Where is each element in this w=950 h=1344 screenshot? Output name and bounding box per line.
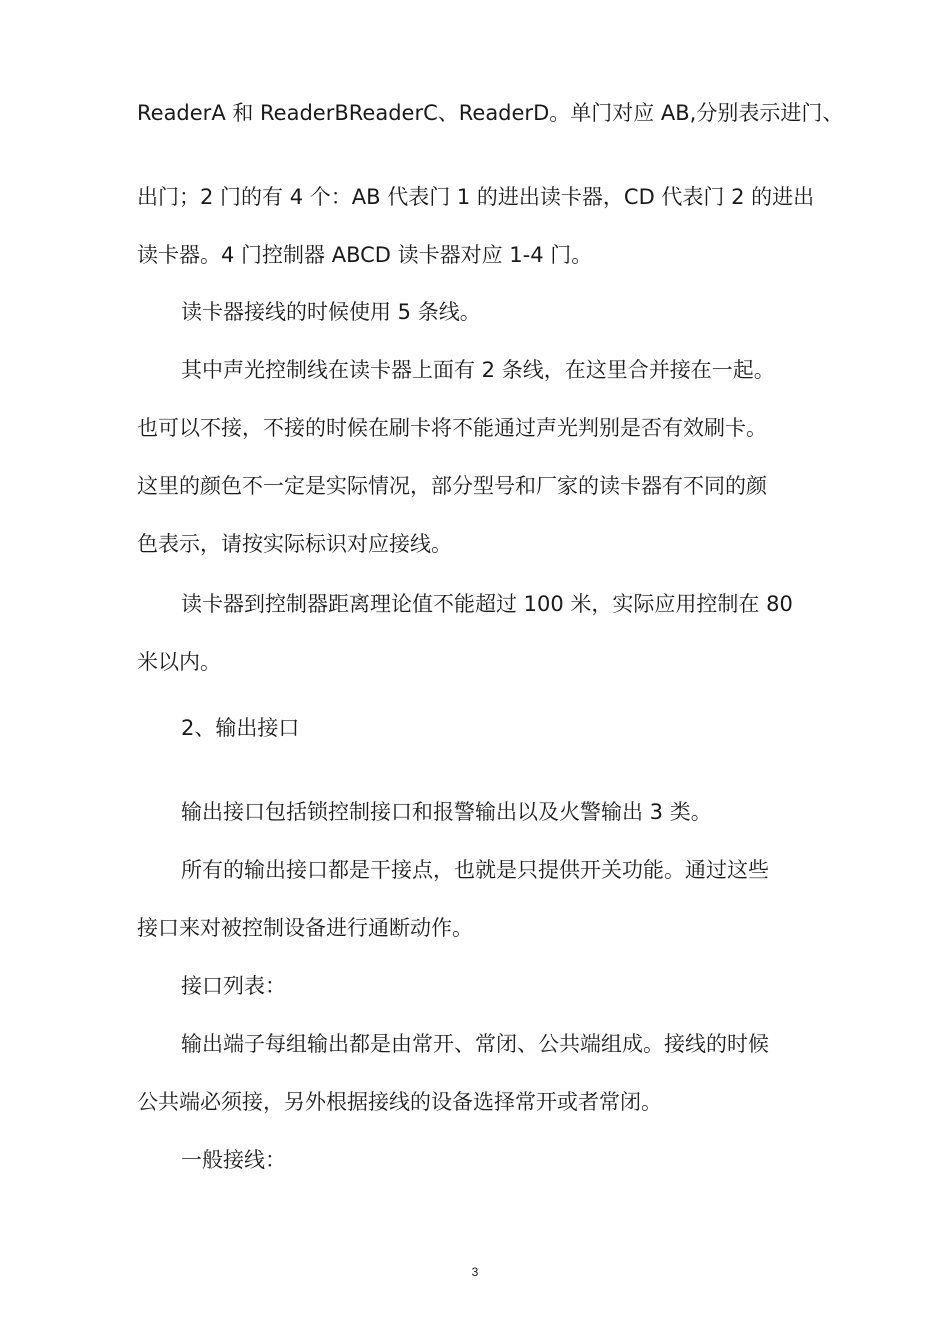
- body-text-line: 输出接口包括锁控制接口和报警输出以及火警输出 3 类。: [181, 800, 712, 824]
- body-text-line: 读卡器到控制器距离理论值不能超过 100 米，实际应用控制在 80: [181, 592, 793, 616]
- body-text-line: 出门；2 门的有 4 个：AB 代表门 1 的进出读卡器，CD 代表门 2 的进出: [137, 185, 815, 209]
- body-text-line: 接口列表：: [181, 974, 286, 998]
- section-heading: 2、输出接口: [181, 716, 300, 740]
- body-text-line: 色表示，请按实际标识对应接线。: [137, 532, 452, 556]
- body-text-line: 这里的颜色不一定是实际情况，部分型号和厂家的读卡器有不同的颜: [137, 474, 767, 498]
- page-number: 3: [471, 1265, 479, 1279]
- body-text-line: 读卡器。4 门控制器 ABCD 读卡器对应 1-4 门。: [137, 243, 593, 267]
- body-text-line: ReaderA 和 ReaderBReaderC、ReaderD。单门对应 AB,分别表示进门、: [137, 101, 844, 125]
- body-text-line: 米以内。: [137, 650, 221, 674]
- body-text-line: 也可以不接，不接的时候在刷卡将不能通过声光判别是否有效刷卡。: [137, 416, 767, 440]
- body-text-line: 一般接线：: [181, 1148, 286, 1172]
- body-text-line: 公共端必须接，另外根据接线的设备选择常开或者常闭。: [137, 1090, 662, 1114]
- body-text-line: 输出端子每组输出都是由常开、常闭、公共端组成。接线的时候: [181, 1032, 769, 1056]
- body-text-line: 接口来对被控制设备进行通断动作。: [137, 916, 473, 940]
- body-text-line: 其中声光控制线在读卡器上面有 2 条线，在这里合并接在一起。: [181, 358, 775, 382]
- body-text-line: 所有的输出接口都是干接点，也就是只提供开关功能。通过这些: [181, 858, 769, 882]
- body-text-line: 读卡器接线的时候使用 5 条线。: [181, 300, 481, 324]
